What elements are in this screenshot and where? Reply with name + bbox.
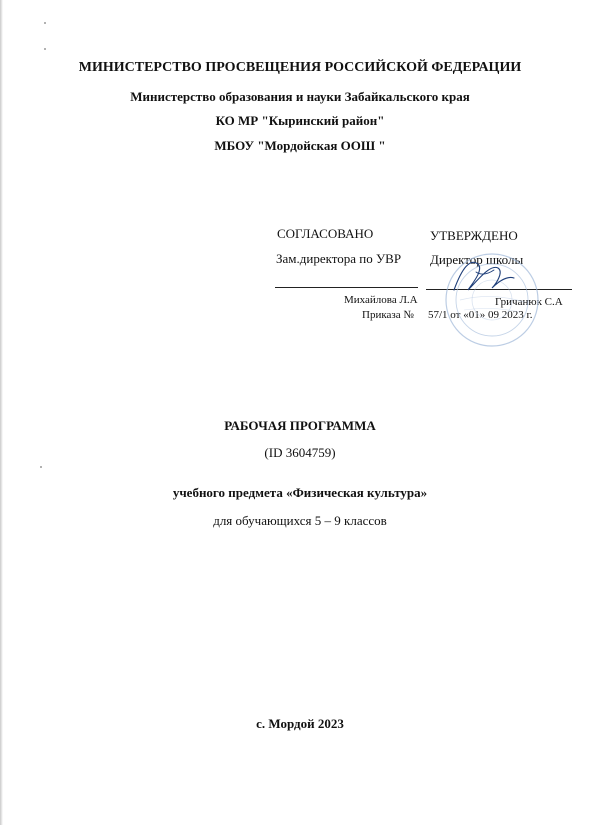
agreed-heading: СОГЛАСОВАНО [277, 226, 374, 241]
scan-speck [40, 466, 42, 468]
agreed-order: Приказа № [362, 309, 414, 321]
approved-name: Гричанюк С.А [495, 296, 563, 308]
program-audience: для обучающихся 5 – 9 классов [213, 513, 387, 528]
program-title: РАБОЧАЯ ПРОГРАММА [224, 418, 376, 433]
scan-speck [44, 48, 46, 50]
district-name: КО МР "Кыринский район" [215, 113, 385, 128]
program-id: (ID 3604759) [264, 445, 336, 460]
program-subject: учебного предмета «Физическая культура» [172, 485, 428, 500]
director-signature [448, 250, 518, 300]
agreed-name: Михайлова Л.А [344, 294, 418, 306]
place-year: с. Мордой 2023 [256, 716, 344, 731]
regional-ministry: Министерство образования и науки Забайкальского края [130, 89, 470, 104]
ministry-heading: МИНИСТЕРСТВО ПРОСВЕЩЕНИЯ РОССИЙСКОЙ ФЕДЕРАЦИИ [78, 60, 522, 75]
agreed-position: Зам.директора по УВР [276, 251, 402, 266]
scan-speck [44, 22, 46, 24]
agreed-signature-line [275, 287, 418, 288]
approved-heading: УТВЕРЖДЕНО [430, 228, 518, 243]
approved-order: 57/1 от «01» 09 2023 г. [428, 309, 533, 321]
school-name: МБОУ "Мордойская ООШ " [214, 138, 386, 153]
approved-position: Директор школы [430, 252, 524, 267]
